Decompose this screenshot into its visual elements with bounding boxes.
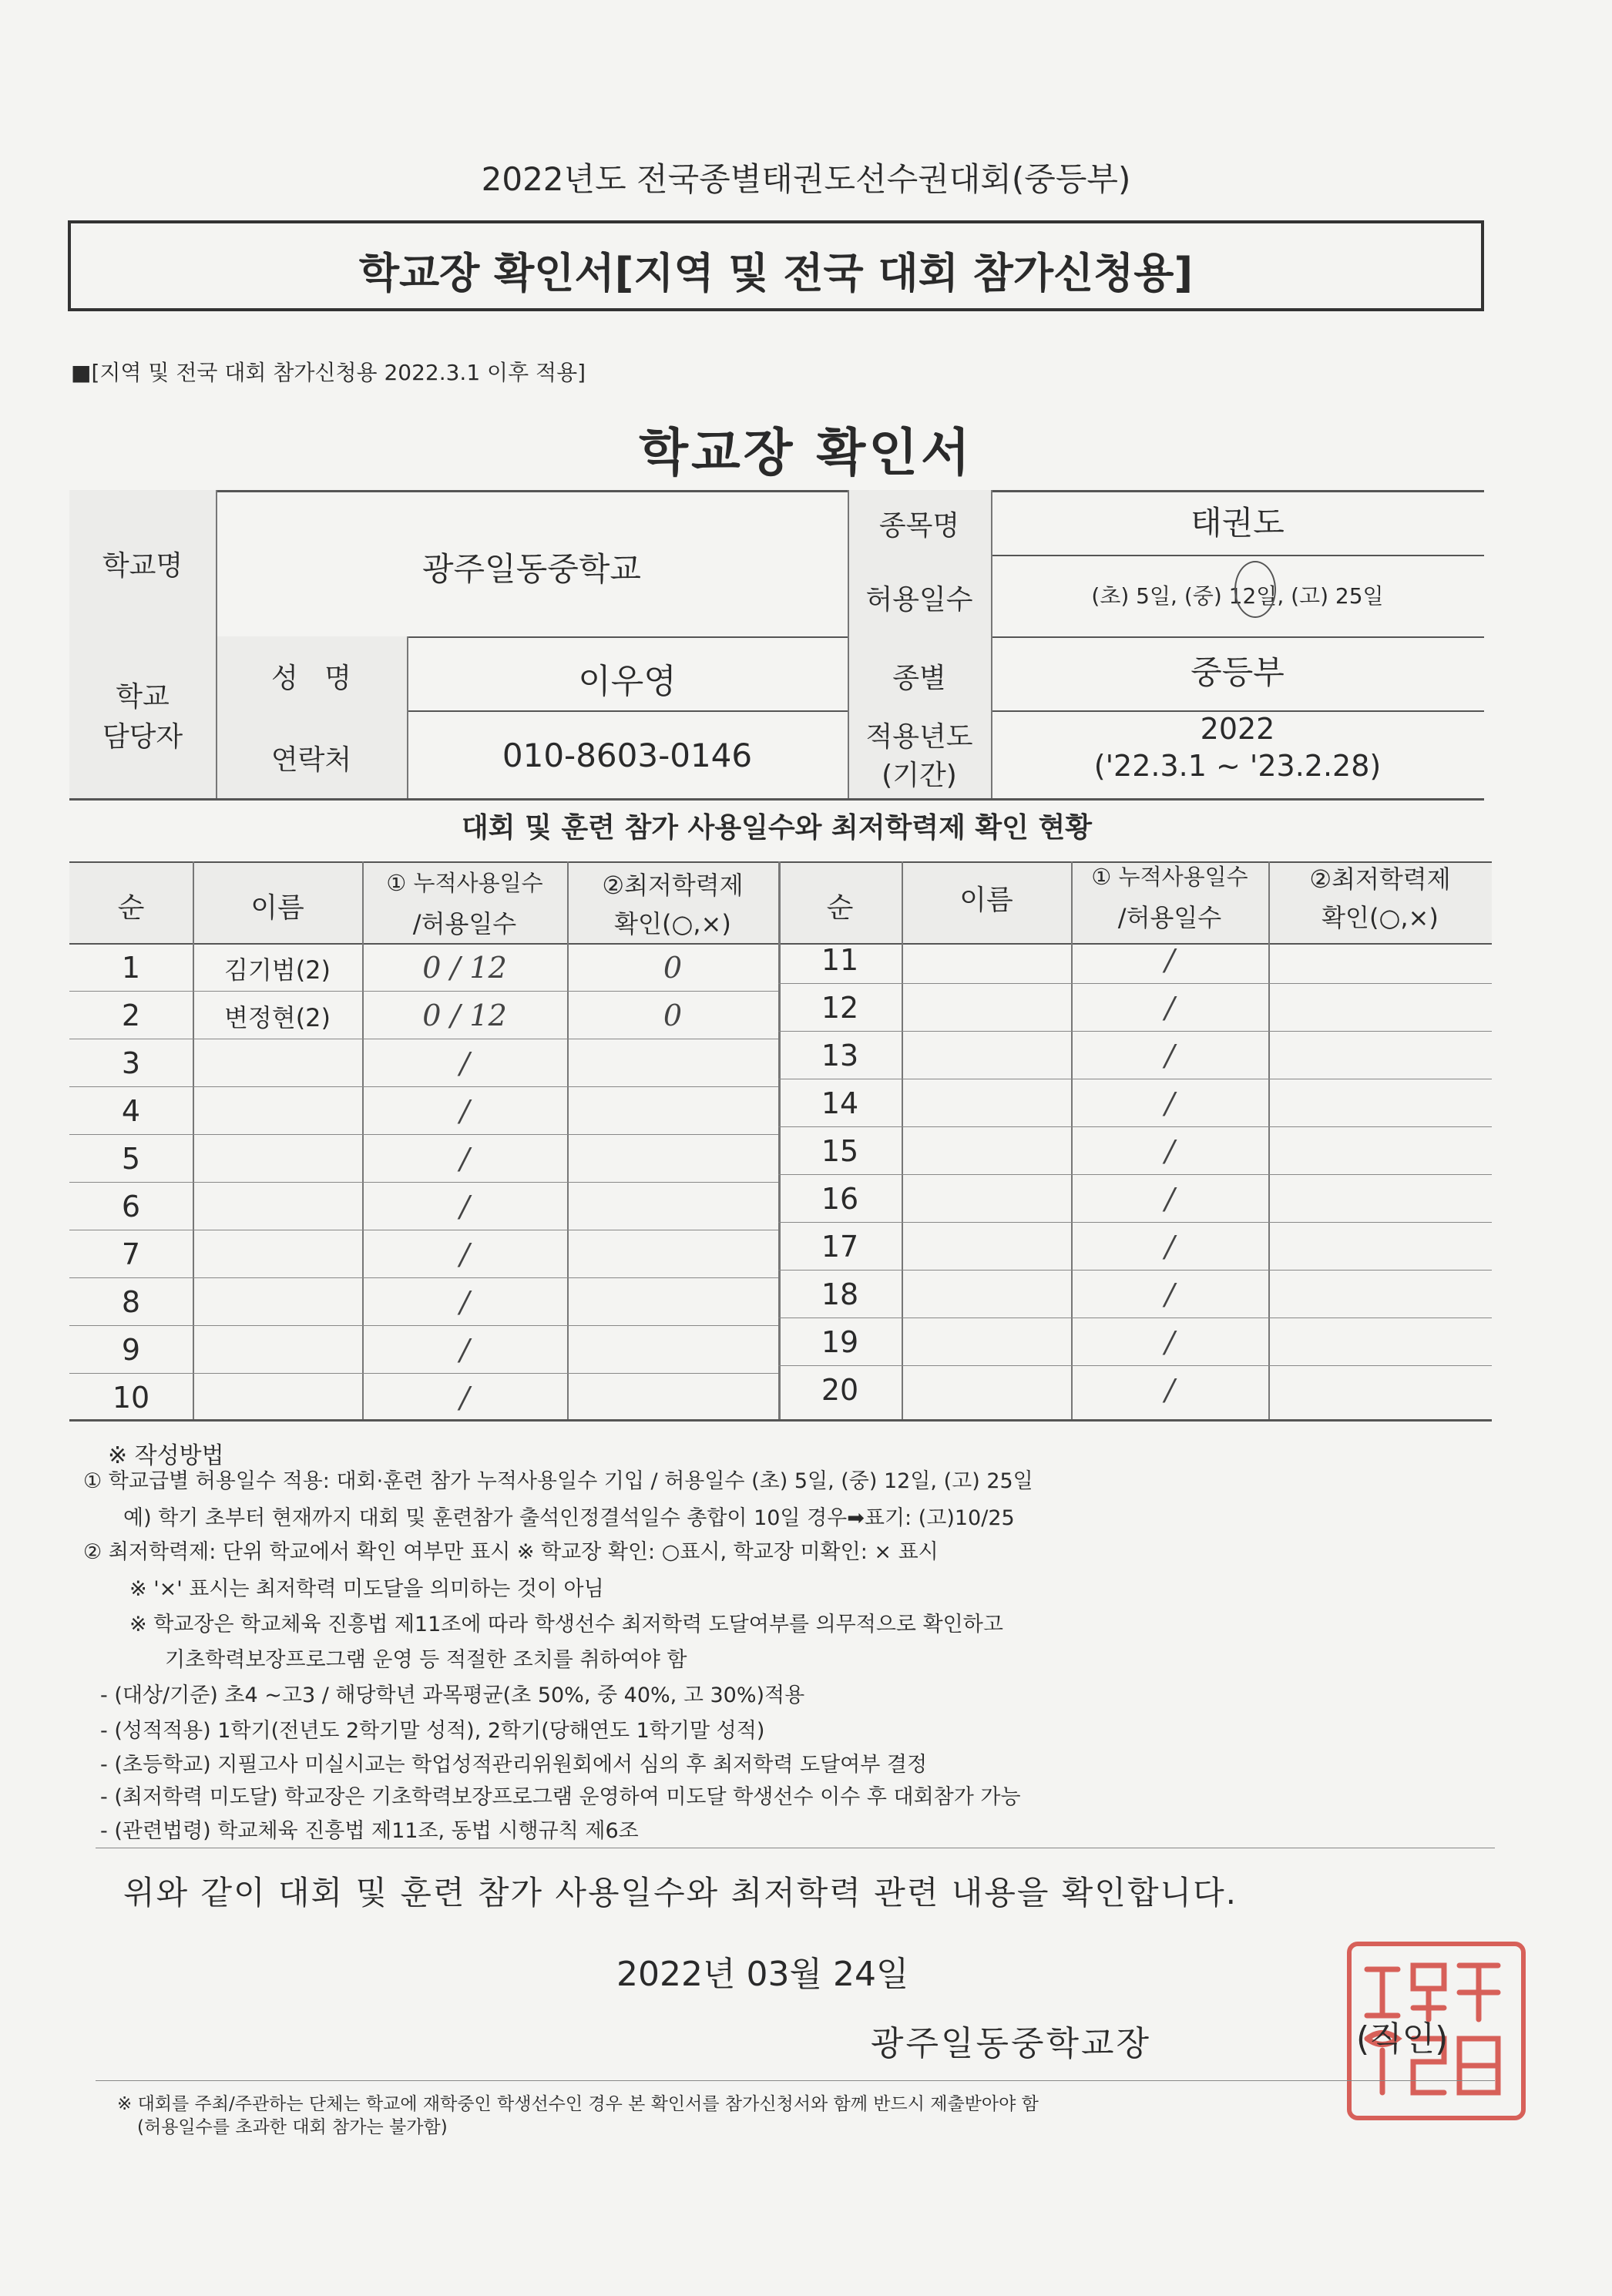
- confirm-text: 위와 같이 대회 및 훈련 참가 사용일수와 최저학력 관련 내용을 확인합니다.: [123, 1874, 1238, 1912]
- row-no-cell: 18: [821, 1277, 859, 1311]
- row-days-cell: /: [1164, 1325, 1175, 1359]
- name-value: 이우영: [578, 662, 677, 701]
- category-value: 중등부: [1191, 653, 1285, 691]
- header-check-right-line1: ②최저학력제: [1309, 864, 1451, 894]
- row-no-cell: 4: [121, 1094, 141, 1128]
- year-value-line2: ('22.3.1 ~ '23.2.28): [1093, 749, 1382, 783]
- row-no-cell: 2: [121, 999, 141, 1032]
- school-value: 광주일동중학교: [421, 550, 641, 588]
- method-line-3: ② 최저학력제: 단위 학교에서 확인 여부만 표시 ※ 학교장 확인: ○표시, 학교장 미확인: × 표시: [83, 1540, 939, 1564]
- row-no-cell: 7: [121, 1237, 141, 1271]
- row-days-cell: /: [459, 1381, 470, 1415]
- row-days-cell: /: [459, 1285, 470, 1319]
- header-no-right: 순: [826, 892, 854, 924]
- contact-value: 010-8603-0146: [502, 737, 753, 774]
- footer-note-2: (허용일수를 초과한 대회 참가는 불가함): [137, 2117, 448, 2137]
- row-no-cell: 5: [121, 1142, 141, 1176]
- year-value-line1: 2022: [1200, 712, 1275, 746]
- method-line-10: - (최저학력 미도달) 학교장은 기초학력보장프로그램 운영하여 미도달 학생선수 이수 후 대회참가 가능: [100, 1785, 1021, 1809]
- contact-label: 연락처: [270, 744, 352, 776]
- doc-title: 학교장 확인서: [639, 423, 973, 482]
- row-no-cell: 20: [821, 1373, 859, 1407]
- row-days-cell: /: [459, 1237, 470, 1271]
- sport-value: 태권도: [1191, 504, 1285, 542]
- method-line-1: ① 학교급별 허용일수 적용: 대회·훈련 참가 누적사용일수 기입 / 허용일수 (초) 5일, (중) 12일, (고) 25일: [83, 1469, 1033, 1493]
- sport-label: 종목명: [878, 510, 960, 542]
- category-label: 종별: [892, 663, 946, 694]
- row-no-cell: 13: [821, 1039, 859, 1072]
- row-days-cell: /: [1164, 1230, 1175, 1264]
- table-caption: 대회 및 훈련 참가 사용일수와 최저학력제 확인 현황: [461, 812, 1093, 844]
- method-line-5: ※ 학교장은 학교체육 진흥법 제11조에 따라 학생선수 최저학력 도달여부를 의무적으로 확인하고: [129, 1613, 1003, 1636]
- row-no-cell: 9: [121, 1333, 141, 1367]
- row-no-cell: 3: [121, 1046, 141, 1080]
- row-days-cell: /: [459, 1046, 470, 1080]
- method-line-9: - (초등학교) 지필고사 미실시교는 학업성적관리위원회에서 심의 후 최저학력 도달여부 결정: [100, 1753, 928, 1777]
- row-days-cell: /: [1164, 1277, 1175, 1311]
- row-days-cell: /: [1164, 943, 1175, 977]
- row-days-cell: /: [459, 1333, 470, 1367]
- header-name: 이름: [250, 892, 304, 924]
- method-line-2: 예) 학기 초부터 현재까지 대회 및 훈련참가 출석인정결석일수 총합이 10일 경우➡표기: (고)10/25: [123, 1506, 1015, 1530]
- year-label-line1: 적용년도: [865, 721, 973, 753]
- row-days-cell: /: [1164, 1373, 1175, 1407]
- row-no-cell: 15: [821, 1134, 859, 1168]
- year-label-line2: (기간): [882, 760, 957, 791]
- row-check-cell: 0: [663, 999, 683, 1032]
- header-days-right-line1: ① 누적사용일수: [1091, 864, 1248, 890]
- method-line-6: 기초학력보장프로그램 운영 등 적절한 조치를 취하여야 함: [165, 1648, 687, 1672]
- header-days-line1: ① 누적사용일수: [386, 870, 543, 896]
- footer-note-1: ※ 대회를 주최/주관하는 단체는 학교에 재학중인 학생선수인 경우 본 확인서를 참가신청서와 함께 반드시 제출받아야 함: [117, 2094, 1039, 2114]
- issue-date: 2022년 03월 24일: [616, 1955, 909, 1994]
- row-no-cell: 11: [821, 943, 859, 977]
- method-line-11: - (관련법령) 학교체육 진흥법 제11조, 동법 시행규칙 제6조: [100, 1819, 639, 1843]
- header-no: 순: [117, 892, 145, 924]
- row-name-cell: 변정현(2): [223, 1003, 331, 1032]
- row-no-cell: 17: [821, 1230, 859, 1264]
- row-days-cell: /: [459, 1094, 470, 1128]
- row-no-cell: 10: [112, 1381, 150, 1415]
- row-no-cell: 16: [821, 1182, 859, 1216]
- row-days-cell: /: [459, 1142, 470, 1176]
- header-check-line1: ②최저학력제: [602, 871, 744, 900]
- header-check-right-line2: 확인(○,×): [1322, 903, 1439, 932]
- row-days-cell: 0 / 12: [422, 999, 507, 1032]
- staff-label-line2: 담당자: [102, 721, 183, 753]
- method-title: ※ 작성방법: [108, 1442, 224, 1469]
- row-no-cell: 19: [821, 1325, 859, 1359]
- method-line-8: - (성적적용) 1학기(전년도 2학기말 성적), 2학기(당해연도 1학기말 성적): [100, 1719, 765, 1743]
- row-days-cell: /: [459, 1190, 470, 1224]
- row-days-cell: /: [1164, 1039, 1175, 1072]
- event-title: 2022년도 전국종별태권도선수권대회(중등부): [481, 160, 1131, 198]
- name-label: 성 명: [271, 663, 351, 694]
- row-no-cell: 12: [821, 991, 859, 1025]
- method-line-7: - (대상/기준) 초4 ~고3 / 해당학년 과목평균(초 50%, 중 40%, 고 30%)적용: [100, 1683, 805, 1707]
- row-check-cell: 0: [663, 951, 683, 985]
- row-no-cell: 1: [121, 951, 141, 985]
- header-days-right-line2: /허용일수: [1117, 903, 1222, 932]
- staff-label-line1: 학교: [116, 681, 170, 713]
- row-days-cell: 0 / 12: [422, 951, 507, 985]
- method-line-4: ※ '×' 표시는 최저학력 미도달을 의미하는 것이 아님: [129, 1577, 604, 1601]
- box-title: 학교장 확인서[지역 및 전국 대회 참가신청용]: [358, 249, 1194, 297]
- row-no-cell: 6: [121, 1190, 141, 1224]
- school-label: 학교명: [102, 550, 183, 582]
- days-value: (초) 5일, (중) 12일, (고) 25일: [1091, 583, 1384, 609]
- row-days-cell: /: [1164, 1134, 1175, 1168]
- row-days-cell: /: [1164, 991, 1175, 1025]
- header-check-line2: 확인(○,×): [614, 909, 731, 938]
- seal-label: (직인): [1356, 2019, 1449, 2059]
- row-name-cell: 김기범(2): [223, 955, 331, 985]
- principal-name: 광주일동중학교장: [871, 2024, 1152, 2063]
- row-no-cell: 8: [121, 1285, 141, 1319]
- days-label: 허용일수: [865, 584, 973, 616]
- header-name-right: 이름: [959, 884, 1013, 916]
- handwritten-circle-mark: [1234, 561, 1276, 618]
- notice-text: ■[지역 및 전국 대회 참가신청용 2022.3.1 이후 적용]: [71, 360, 586, 385]
- row-no-cell: 14: [821, 1086, 859, 1120]
- header-days-line2: /허용일수: [412, 909, 517, 938]
- row-days-cell: /: [1164, 1086, 1175, 1120]
- row-days-cell: /: [1164, 1182, 1175, 1216]
- title-box: [68, 220, 1484, 311]
